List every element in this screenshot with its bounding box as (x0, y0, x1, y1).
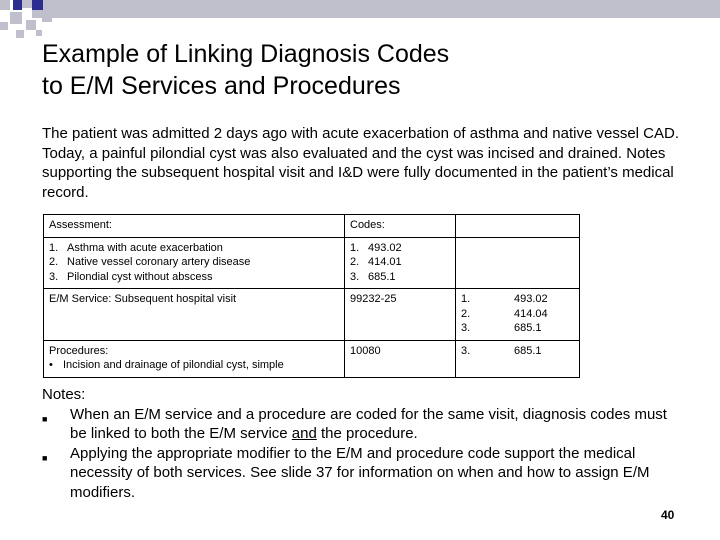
notes-section (42, 385, 682, 502)
square-bullet-icon: ■ (42, 452, 48, 463)
procedures-label: Procedures: (49, 344, 109, 357)
header-decoration (0, 0, 720, 40)
em-service-code: 99232-25 (345, 289, 456, 341)
square-bullet-icon: ■ (42, 413, 48, 424)
note-text-2: Applying the appropriate modifier to the E/M and procedure code support the medical necessity of both services. See slide 37 for information on when and how to assign E/M modifiers. (70, 444, 650, 501)
list-item: • Incision and drainage of pilondial cyst, simple (49, 359, 284, 371)
em-link-codes: 493.02 414.04 685.1 (509, 289, 580, 341)
procedure-link-number: 3. (456, 340, 510, 377)
codes-header: Codes: (345, 215, 456, 238)
assessment-list (44, 237, 345, 289)
list-item (42, 444, 682, 503)
procedure-link-code: 685.1 (509, 340, 580, 377)
list-item: 2. Native vessel coronary artery disease (49, 256, 251, 268)
intro-paragraph: The patient was admitted 2 days ago with acute exacerbation of asthma and native vessel CAD. Today, a painful pilondial cyst was also evaluated and the cyst was incised and drained. Notes supporting the subsequent hospital visit and I&D were fully documented in the patient’s medical record. (42, 125, 680, 201)
assessment-header: Assessment: (44, 215, 345, 238)
list-item: 3. Pilondial cyst without abscess (49, 270, 213, 283)
procedure-code: 10080 (345, 340, 456, 377)
coding-table (43, 214, 580, 378)
page-number: 40 (661, 508, 675, 522)
list-item: 1. 493.02 (350, 241, 402, 254)
list-item: 3. 685.1 (350, 270, 396, 283)
table-row (44, 237, 580, 289)
empty-cell (456, 215, 580, 238)
title-line-2: to E/M Services and Procedures (42, 72, 401, 100)
slide-title (42, 38, 449, 102)
diagnosis-code-list (345, 237, 456, 289)
list-item: 1. Asthma with acute exacerbation (49, 241, 223, 254)
empty-cell (456, 237, 580, 289)
list-item (42, 405, 682, 444)
list-item: 2. 414.01 (350, 256, 402, 268)
em-link-numbers: 1. 2. 3. (456, 289, 510, 341)
title-line-1: Example of Linking Diagnosis Codes (42, 40, 450, 68)
procedures-cell (44, 340, 345, 377)
notes-heading: Notes: (42, 386, 86, 403)
table-row (44, 340, 580, 377)
table-row (44, 215, 580, 238)
em-service-label: E/M Service: Subsequent hospital visit (44, 289, 345, 341)
table-row (44, 289, 580, 341)
note-text-1: When an E/M service and a procedure are coded for the same visit, diagnosis codes must be linked to both the E/M service and the procedure. (70, 405, 667, 442)
